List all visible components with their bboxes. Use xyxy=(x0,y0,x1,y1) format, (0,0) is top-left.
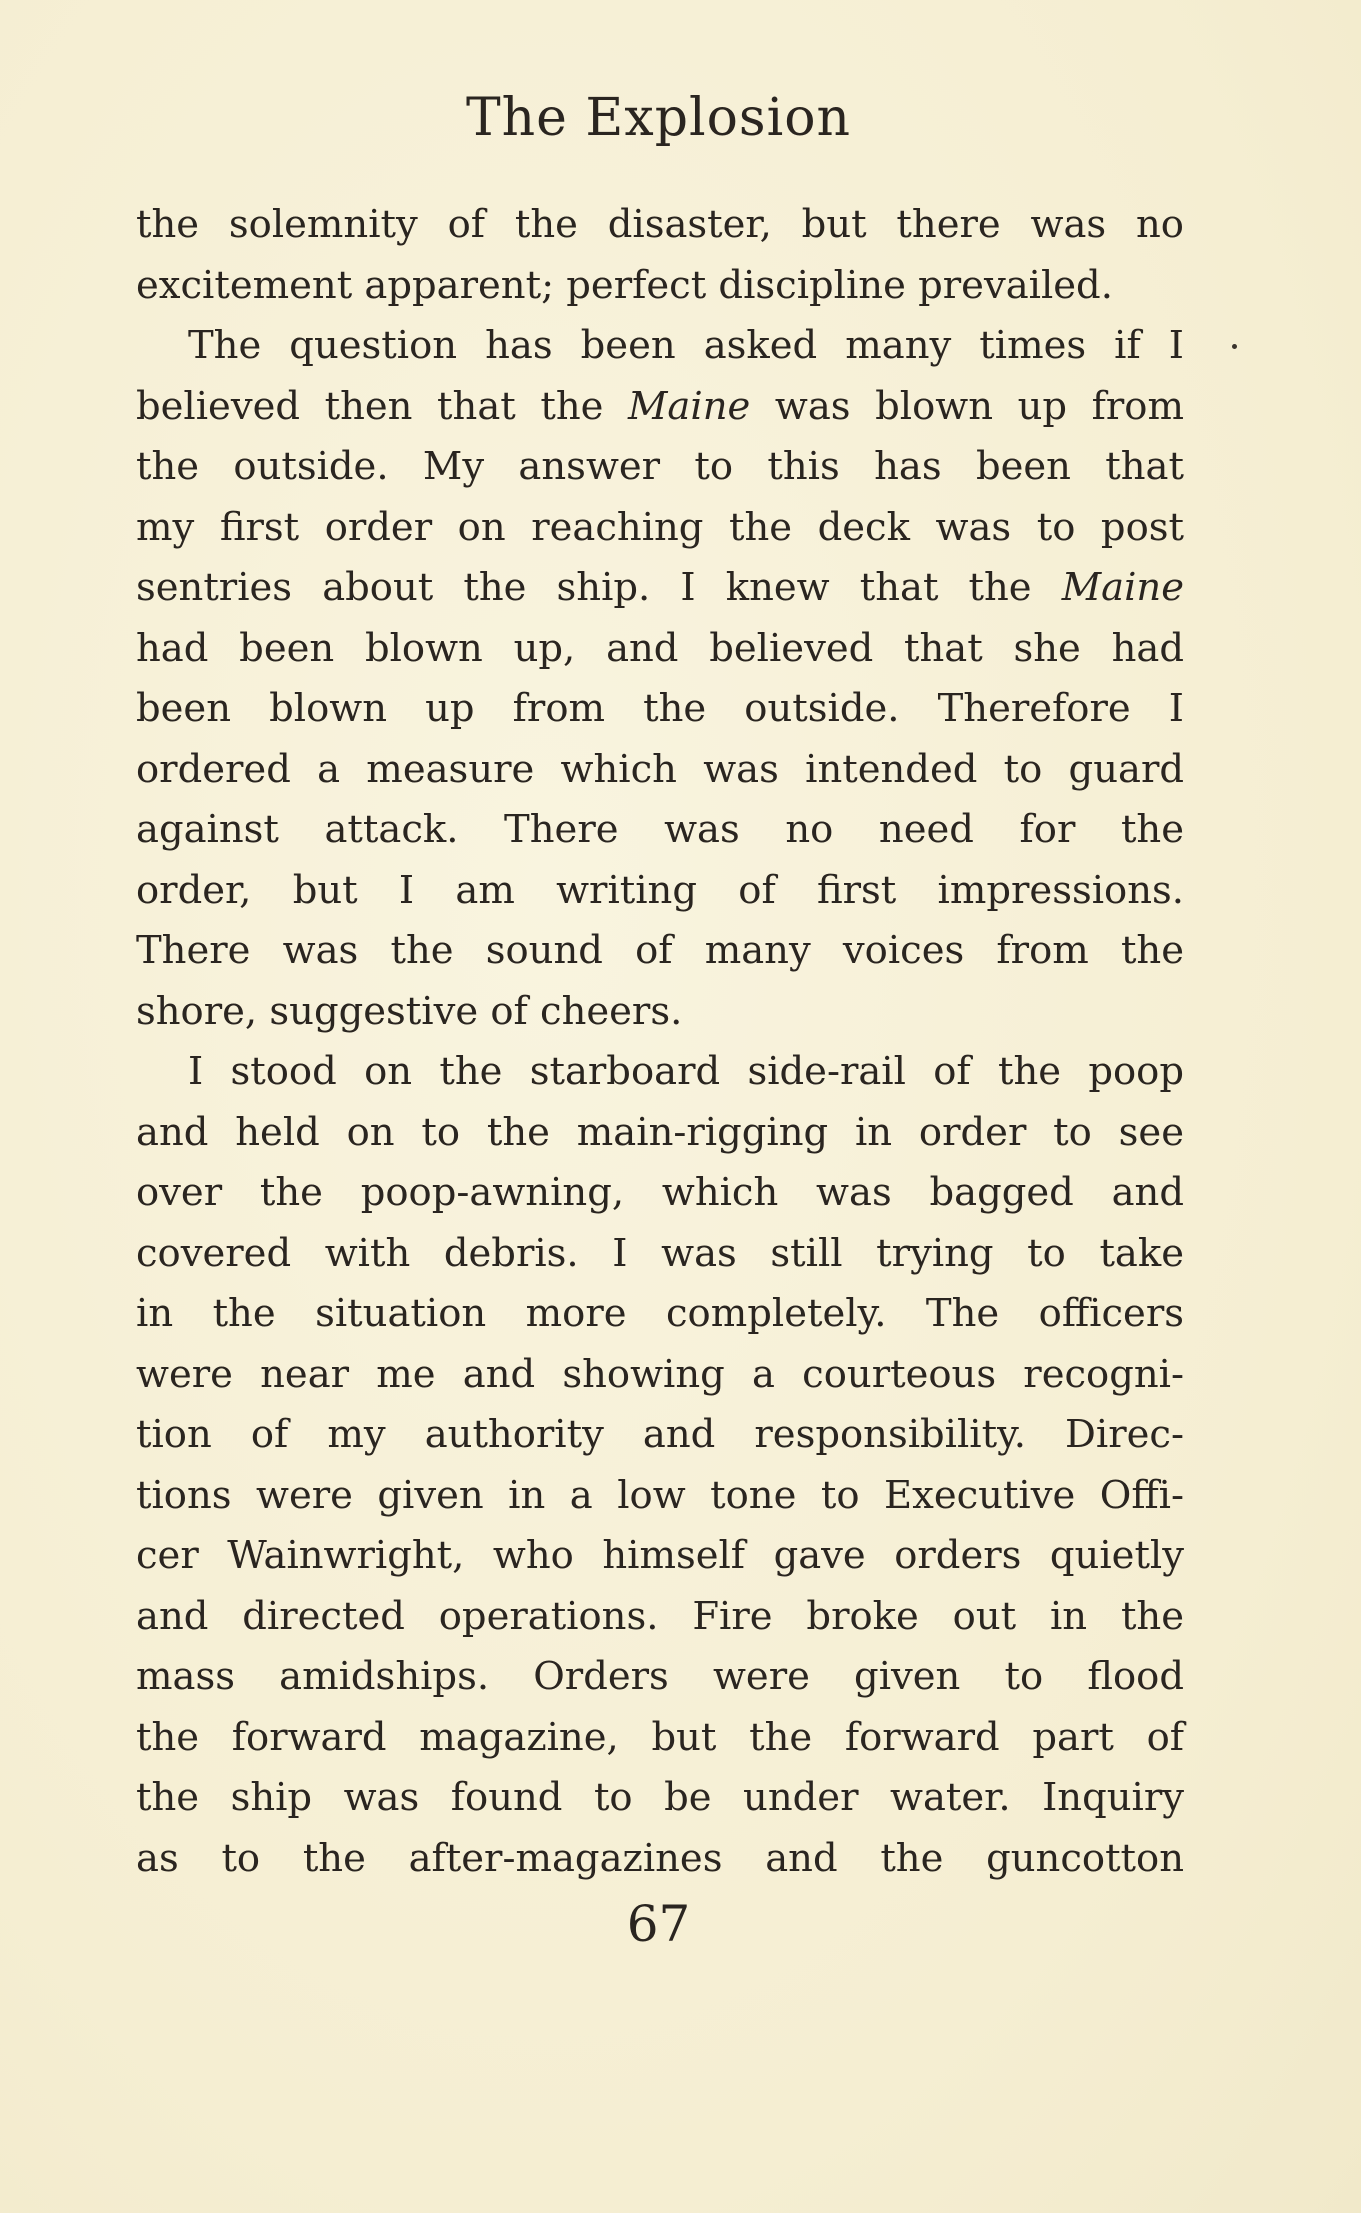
text-line xyxy=(136,740,1184,801)
text-line xyxy=(136,619,1184,680)
italic-text: Maine xyxy=(1061,565,1184,610)
line-text: and held on to the main-rigging in order to see xyxy=(136,1109,1184,1155)
text-line xyxy=(136,1103,1184,1164)
line-text: against attack. There was no need for the xyxy=(136,807,1184,852)
line-text: were near me and showing a courteous recogni- xyxy=(136,1351,1184,1397)
line-text: The question has been asked many times if I xyxy=(188,323,1184,368)
text-line xyxy=(136,1708,1184,1769)
line-text: shore, suggestive of cheers. xyxy=(136,988,683,1034)
line-text: tions were given in a low tone to Executive Offi- xyxy=(136,1472,1184,1518)
text-line xyxy=(136,1526,1184,1587)
line-text: the ship was found to be under water. Inquiry xyxy=(136,1775,1184,1820)
line-text: tion of my authority and responsibility. Direc- xyxy=(136,1412,1184,1457)
text-line xyxy=(136,1163,1184,1224)
text-line xyxy=(136,437,1184,498)
line-text: and directed operations. Fire broke out in the xyxy=(136,1593,1184,1639)
line-text: was blown up from xyxy=(750,383,1184,429)
text-line xyxy=(136,498,1184,559)
line-text: mass amidships. Orders were given to flood xyxy=(136,1654,1184,1699)
text-line xyxy=(136,861,1184,922)
line-text: covered with debris. I was still trying to take xyxy=(136,1230,1184,1276)
line-text: the solemnity of the disaster, but there was no xyxy=(136,202,1184,247)
italic-text: Maine xyxy=(628,383,751,429)
line-text: order, but I am writing of first impressions. xyxy=(136,867,1184,913)
running-head: The Explosion xyxy=(465,88,852,148)
text-line xyxy=(136,679,1184,740)
line-text: There was the sound of many voices from the xyxy=(136,928,1184,973)
text-line xyxy=(136,256,1184,317)
line-text: believed then that the xyxy=(136,383,628,429)
line-text: the forward magazine, but the forward part of xyxy=(136,1714,1184,1760)
text-line xyxy=(136,1466,1184,1527)
text-line xyxy=(136,982,1184,1043)
line-text: over the poop-awning, which was bagged and xyxy=(136,1170,1184,1215)
line-text: my first order on reaching the deck was to post xyxy=(136,504,1184,550)
text-line xyxy=(136,800,1184,861)
line-text: the outside. My answer to this has been that xyxy=(136,444,1184,489)
line-text: cer Wainwright, who himself gave orders quietly xyxy=(136,1533,1184,1578)
line-text: as to the after-magazines and the guncotton xyxy=(136,1835,1184,1881)
line-text: sentries about the ship. I knew that the xyxy=(136,565,1062,610)
text-line xyxy=(136,1345,1184,1406)
line-text: I stood on the starboard side-rail of the poop xyxy=(188,1049,1184,1094)
text-line xyxy=(136,558,1184,619)
line-text: ordered a measure which was intended to guard xyxy=(136,746,1184,792)
page-number: 67 xyxy=(626,1895,691,1953)
line-text: been blown up from the outside. Therefore I xyxy=(136,686,1184,731)
text-line xyxy=(136,316,1184,377)
text-line xyxy=(136,1405,1184,1466)
text-line xyxy=(136,1829,1184,1890)
margin-mark xyxy=(1232,344,1237,349)
line-text: excitement apparent; perfect discipline prevailed. xyxy=(136,262,1113,308)
body-text xyxy=(136,195,1184,1889)
line-text: in the situation more completely. The officers xyxy=(136,1291,1184,1336)
text-line xyxy=(136,1224,1184,1285)
text-line xyxy=(136,195,1184,256)
text-line xyxy=(136,1042,1184,1103)
text-line xyxy=(136,377,1184,438)
text-line xyxy=(136,1768,1184,1829)
text-line xyxy=(136,1284,1184,1345)
line-text: had been blown up, and believed that she had xyxy=(136,625,1184,671)
text-line xyxy=(136,1587,1184,1648)
text-line xyxy=(136,921,1184,982)
text-line xyxy=(136,1647,1184,1708)
